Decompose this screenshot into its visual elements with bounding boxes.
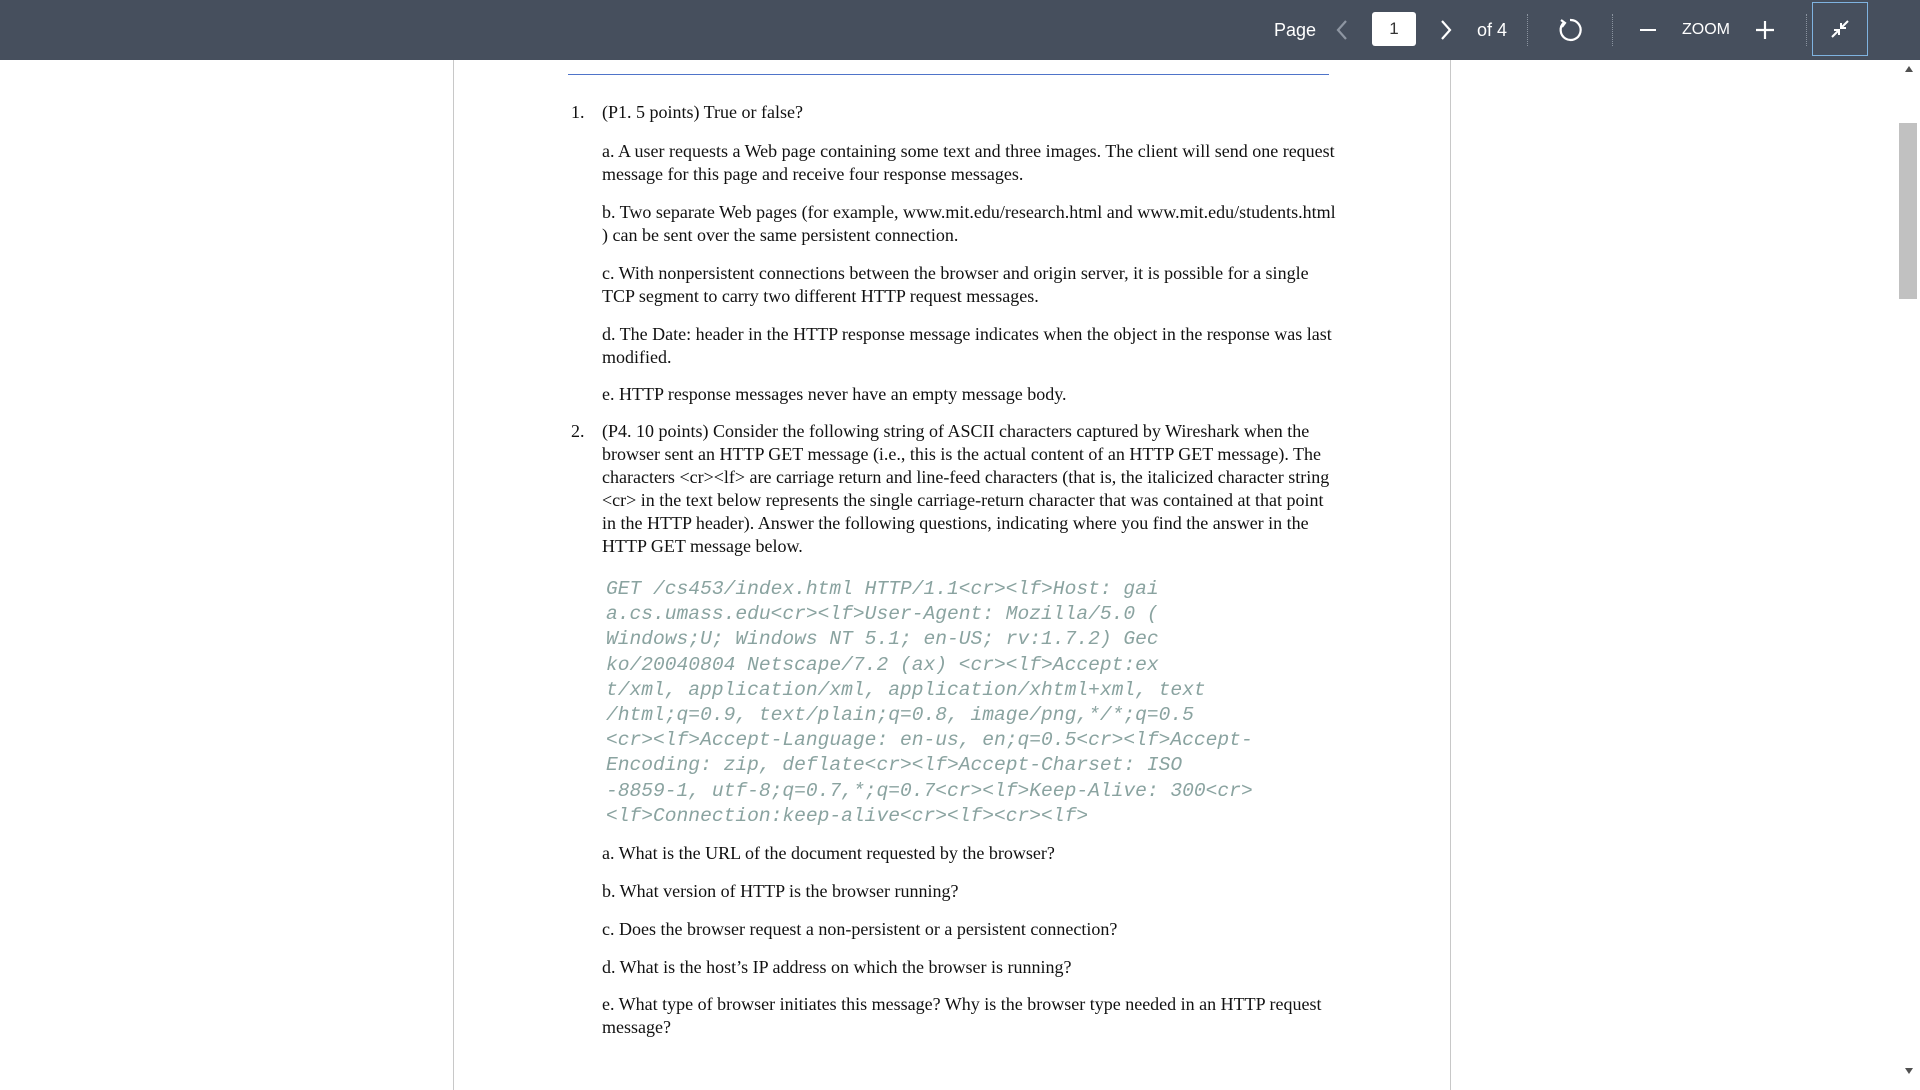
exit-fullscreen-button[interactable] (1812, 2, 1868, 56)
scrollbar-thumb[interactable] (1899, 123, 1917, 299)
page-number-input[interactable]: 1 (1372, 12, 1416, 46)
question-text: (P4. 10 points) Consider the following string of ASCII characters captured by Wireshark when the browser sent an HTTP GET message (i.e., this is the actual content of an HTTP GET message). The characters <cr><lf> are carriage return and line-feed characters (that is, the italicized character string <cr> in the text below represents the single carriage-return character that was contained at that point in the HTTP header). Answer the following questions, indicating where you find the answer in the HTTP GET message below. (602, 421, 1330, 557)
q2-item-e: e. What type of browser initiates this message? Why is the browser type needed in an HTTP request message? (602, 994, 1322, 1037)
toolbar-separator (1527, 14, 1528, 46)
viewer-toolbar (0, 0, 1920, 60)
chevron-left-icon (1335, 19, 1349, 41)
vertical-scrollbar[interactable] (1898, 60, 1920, 1080)
caret-up-icon (1904, 65, 1914, 73)
question-number: 1. (571, 102, 585, 122)
zoom-out-icon (1638, 20, 1658, 40)
q1-item-d: d. The Date: header in the HTTP response message indicates when the object in the response was last modified. (602, 324, 1332, 367)
q1-item-a: a. A user requests a Web page containing some text and three images. The client will send one request message for this page and receive four response messages. (602, 141, 1335, 184)
q1-item-c: c. With nonpersistent connections between the browser and origin server, it is possible for a single TCP segment to carry two different HTTP request messages. (602, 263, 1309, 306)
chevron-right-icon (1439, 19, 1453, 41)
q2-item-c: c. Does the browser request a non-persistent or a persistent connection? (602, 919, 1118, 939)
toolbar-separator (1806, 14, 1807, 46)
zoom-label: ZOOM (1682, 21, 1730, 38)
question-number: 2. (571, 421, 585, 441)
prev-page-button[interactable] (1330, 0, 1354, 60)
zoom-in-icon (1754, 19, 1776, 41)
caret-down-icon (1904, 1067, 1914, 1075)
zoom-out-button[interactable] (1636, 0, 1660, 60)
document-viewer (0, 60, 1920, 1080)
rotate-icon (1557, 17, 1583, 43)
zoom-in-button[interactable] (1752, 0, 1778, 60)
toolbar-separator (1612, 14, 1613, 46)
q1-item-e: e. HTTP response messages never have an empty message body. (602, 384, 1067, 404)
q2-item-a: a. What is the URL of the document requested by the browser? (602, 843, 1055, 863)
scroll-up-button[interactable] (1898, 60, 1920, 78)
q2-item-b: b. What version of HTTP is the browser running? (602, 881, 959, 901)
pdf-page (453, 60, 1451, 1090)
scroll-down-button[interactable] (1898, 1062, 1920, 1080)
question-title: (P1. 5 points) True or false? (602, 102, 803, 122)
header-rule (568, 74, 1329, 75)
page-total: of 4 (1476, 19, 1508, 40)
q2-item-d: d. What is the host’s IP address on which the browser is running? (602, 957, 1072, 977)
next-page-button[interactable] (1434, 0, 1458, 60)
rotate-button[interactable] (1552, 0, 1588, 60)
q1-item-b: b. Two separate Web pages (for example, www.mit.edu/research.html and www.mit.edu/students.html ) can be sent over the same persistent connection. (602, 202, 1336, 245)
exit-fullscreen-icon (1829, 18, 1851, 40)
http-get-message: GET /cs453/index.html HTTP/1.1<cr><lf>Host: gai a.cs.umass.edu<cr><lf>User-Agent: Mozilla/5.0 ( Windows;U; Windows NT 5.1; en-US; rv:1.7.2) Gec ko/20040804 Netscape/7.2 (ax) <cr><lf>Accept:ex t/xml, application/xml, application/xhtml+xml, text /html;q=0.9, text/plain;q=0.8, image/png,*/*;q=0.5 <cr><lf>Accept-Language: en-us, en;q=0.5<cr><lf>Accept- Encoding: zip, deflate<cr><lf>Accept-Charset: ISO -8859-1, utf-8;q=0.7,*;q=0.7<cr><lf>Keep-Alive: 300<cr> <lf>Connection:keep-alive<cr><lf><cr><lf> (606, 578, 1253, 827)
page-label: Page (1273, 19, 1317, 40)
